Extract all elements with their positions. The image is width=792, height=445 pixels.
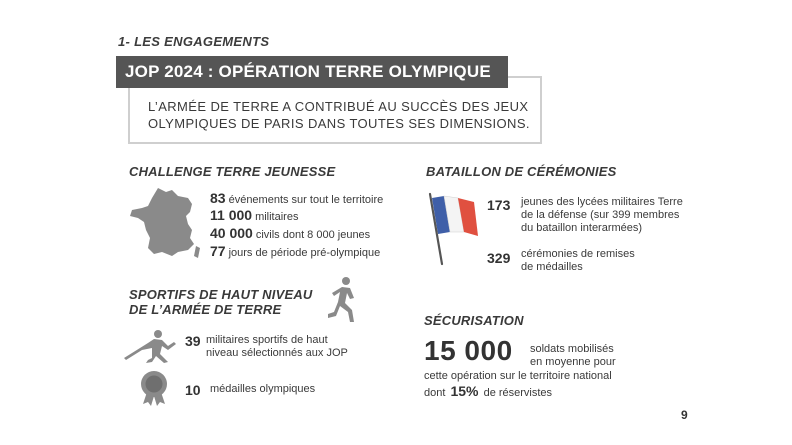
page-number: 9 <box>681 408 688 422</box>
fencer-icon <box>122 328 178 364</box>
ceremonies-desc: cérémonies de remises de médailles <box>521 248 635 273</box>
youth-desc: jeunes des lycées militaires Terre de la défense (sur 399 membres du bataillon interarmées) <box>521 196 683 234</box>
page-title: JOP 2024 : OPÉRATION TERRE OLYMPIQUE <box>116 56 508 88</box>
medals-value: 10 <box>185 382 201 398</box>
youth-value: 173 <box>487 197 511 213</box>
bataillon-title: BATAILLON DE CÉRÉMONIES <box>426 164 617 179</box>
medals-label: médailles olympiques <box>210 383 316 395</box>
ceremonies-value: 329 <box>487 250 511 266</box>
athletes-value: 39 <box>185 333 201 349</box>
challenge-stat-military: 11 000 militaires <box>210 207 299 223</box>
securisation-line-3: cette opération sur le territoire national <box>424 370 612 382</box>
securisation-big-value: 15 000 <box>424 335 513 366</box>
runner-icon <box>324 276 360 324</box>
athletes-desc: militaires sportifs de haut niveau sélectionnés aux JOP <box>206 334 348 359</box>
securisation-line-4: dont 15% de réservistes <box>424 383 553 399</box>
challenge-title: CHALLENGE TERRE JEUNESSE <box>129 164 336 179</box>
french-flag-icon <box>426 188 484 266</box>
intro-line-2: OLYMPIQUES DE PARIS DANS TOUTES SES DIMENSIONS. <box>148 116 530 131</box>
securisation-title: SÉCURISATION <box>424 313 524 328</box>
france-map-icon <box>128 186 202 260</box>
challenge-stat-events: 83 événements sur tout le territoire <box>210 190 384 206</box>
securisation-line-1: soldats mobilisés <box>530 343 614 355</box>
reservists-percent: 15% <box>450 383 479 399</box>
securisation-line-2: en moyenne pour <box>530 356 616 368</box>
sportifs-title: SPORTIFS DE HAUT NIVEAU DE L’ARMÉE DE TERRE <box>129 287 313 317</box>
medal-icon <box>138 370 170 406</box>
challenge-stat-days: 77 jours de période pré-olympique <box>210 243 381 259</box>
intro-text <box>148 98 538 132</box>
section-label: 1- LES ENGAGEMENTS <box>118 34 270 49</box>
intro-line-1: L’ARMÉE DE TERRE A CONTRIBUÉ AU SUCCÈS DES JEUX <box>148 99 529 114</box>
challenge-stat-civilians: 40 000 civils dont 8 000 jeunes <box>210 225 371 241</box>
